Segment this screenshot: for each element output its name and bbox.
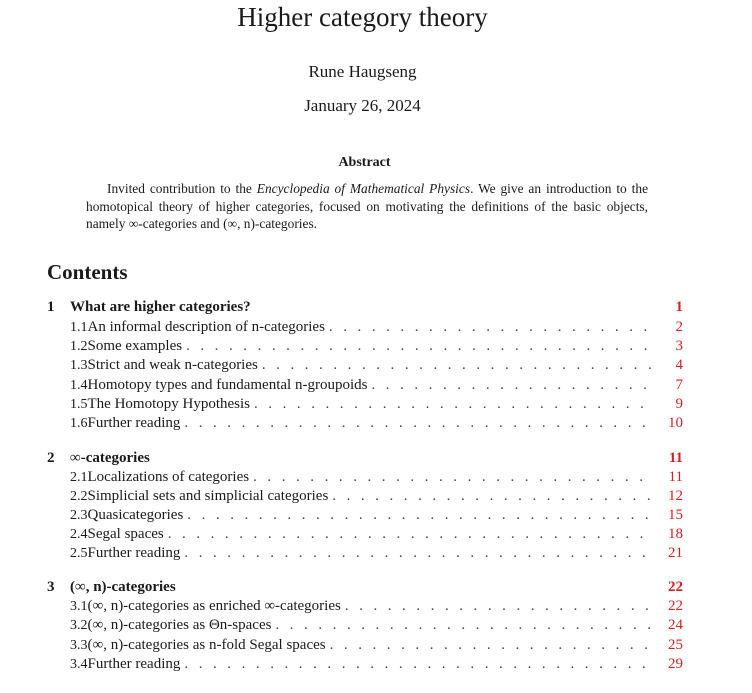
toc-number: 2 [47,450,55,466]
toc-label[interactable]: What are higher categories? [70,298,255,317]
toc-number: 2.4 [70,527,88,542]
dot-leader [262,356,653,375]
toc-label[interactable]: Simplicial sets and simplicial categories [88,487,333,506]
toc-page-link[interactable]: 18 [668,526,683,542]
toc-page-link[interactable]: 11 [668,450,683,466]
toc-label[interactable]: ∞-categories [70,449,154,468]
abstract-text-italic: Encyclopedia of Mathematical Physics [256,181,471,196]
toc-page-link[interactable]: 29 [668,656,683,672]
toc-number: 1.2 [70,339,88,354]
toc-entry-1-3[interactable] [47,356,683,375]
abstract-text-after: . We give an introduction to the homotopical theory of higher categories, focused on motivating the definitions of the basic objects, namely ∞-categories and (∞, n)-categories. [86,181,649,231]
toc-label[interactable]: Some examples [88,337,187,356]
toc-page-link[interactable]: 2 [675,319,683,335]
dot-leader [330,636,653,655]
toc-label[interactable]: (∞, n)-categories as enriched ∞-categories [88,597,345,616]
toc-number: 1.5 [70,397,88,412]
toc-page-link[interactable]: 25 [668,637,683,653]
toc-label[interactable]: Strict and weak n-categories [88,356,262,375]
toc-section-2[interactable] [47,449,683,468]
dot-leader [275,616,653,635]
toc-page-link[interactable]: 9 [675,396,683,412]
toc-label[interactable]: (∞, n)-categories as Θn-spaces [88,616,276,635]
toc-label[interactable]: Quasicategories [88,506,188,525]
toc-entry-1-2[interactable] [47,337,683,356]
toc-number: 3.3 [70,638,88,653]
dot-leader [184,655,653,674]
dot-leader [332,487,653,506]
abstract-heading: Abstract [338,155,391,170]
toc-page-link[interactable]: 24 [668,617,683,633]
dot-leader [187,506,653,525]
toc-label[interactable]: Localizations of categories [88,468,254,487]
toc-number: 2.5 [70,546,88,561]
toc-label[interactable]: The Homotopy Hypothesis [88,395,255,414]
dot-leader [184,414,653,433]
toc-label[interactable]: (∞, n)-categories [70,578,180,597]
dot-leader [254,395,653,414]
toc-page-link[interactable]: 1 [675,299,683,315]
dot-leader [253,468,653,487]
dot-leader [184,544,653,563]
toc-label[interactable]: (∞, n)-categories as n-fold Segal spaces [88,636,330,655]
toc-label[interactable]: An informal description of n-categories [88,318,329,337]
toc-number: 2.3 [70,508,88,523]
toc-entry-3-2[interactable] [47,616,683,635]
contents-heading: Contents [47,260,128,284]
toc-entry-1-6[interactable] [47,414,683,433]
toc-label[interactable]: Segal spaces [88,525,168,544]
toc-entry-3-4[interactable] [47,655,683,674]
toc-page-link[interactable]: 3 [675,338,683,354]
abstract-text [86,180,648,233]
toc-page-link[interactable]: 7 [675,377,683,393]
dot-leader [186,337,653,356]
dot-leader [345,597,653,616]
toc-entry-2-3[interactable] [47,506,683,525]
toc-entry-2-4[interactable] [47,525,683,544]
toc-entry-2-5[interactable] [47,544,683,563]
toc-page-link[interactable]: 11 [668,469,683,485]
toc-entry-3-3[interactable] [47,636,683,655]
date: January 26, 2024 [304,96,421,115]
author: Rune Haugseng [308,62,417,81]
toc-number: 1.4 [70,378,88,393]
toc-number: 3.2 [70,618,88,633]
toc-label[interactable]: Homotopy types and fundamental n-groupoids [88,376,372,395]
abstract-text-before: Invited contribution to the [107,181,257,196]
toc-section-1[interactable] [47,298,683,317]
toc-number: 2.1 [70,470,88,485]
toc-page-link[interactable]: 22 [668,598,683,614]
toc-number: 3.4 [70,657,88,672]
toc-label[interactable]: Further reading [88,414,185,433]
toc-number: 1 [47,299,55,315]
toc-entry-1-5[interactable] [47,395,683,414]
toc-number: 1.3 [70,358,88,373]
toc-page-link[interactable]: 15 [668,507,683,523]
toc-number: 3.1 [70,599,88,614]
toc-number: 2.2 [70,489,88,504]
toc-entry-1-1[interactable] [47,318,683,337]
toc-number: 1.1 [70,320,88,335]
toc-page-link[interactable]: 12 [668,488,683,504]
toc-number: 3 [47,579,55,595]
toc-entry-3-1[interactable] [47,597,683,616]
toc-entry-2-1[interactable] [47,468,683,487]
paper-title: Higher category theory [237,2,488,32]
toc-page-link[interactable]: 21 [668,545,683,561]
dot-leader [329,318,653,337]
toc-number: 1.6 [70,416,88,431]
toc-page-link[interactable]: 22 [668,579,683,595]
toc-section-3[interactable] [47,578,683,597]
dot-leader [168,525,653,544]
toc-page-link[interactable]: 4 [675,357,683,373]
toc-entry-1-4[interactable] [47,376,683,395]
toc-entry-2-2[interactable] [47,487,683,506]
toc-label[interactable]: Further reading [88,655,185,674]
dot-leader [371,376,653,395]
toc-label[interactable]: Further reading [88,544,185,563]
toc-page-link[interactable]: 10 [668,415,683,431]
